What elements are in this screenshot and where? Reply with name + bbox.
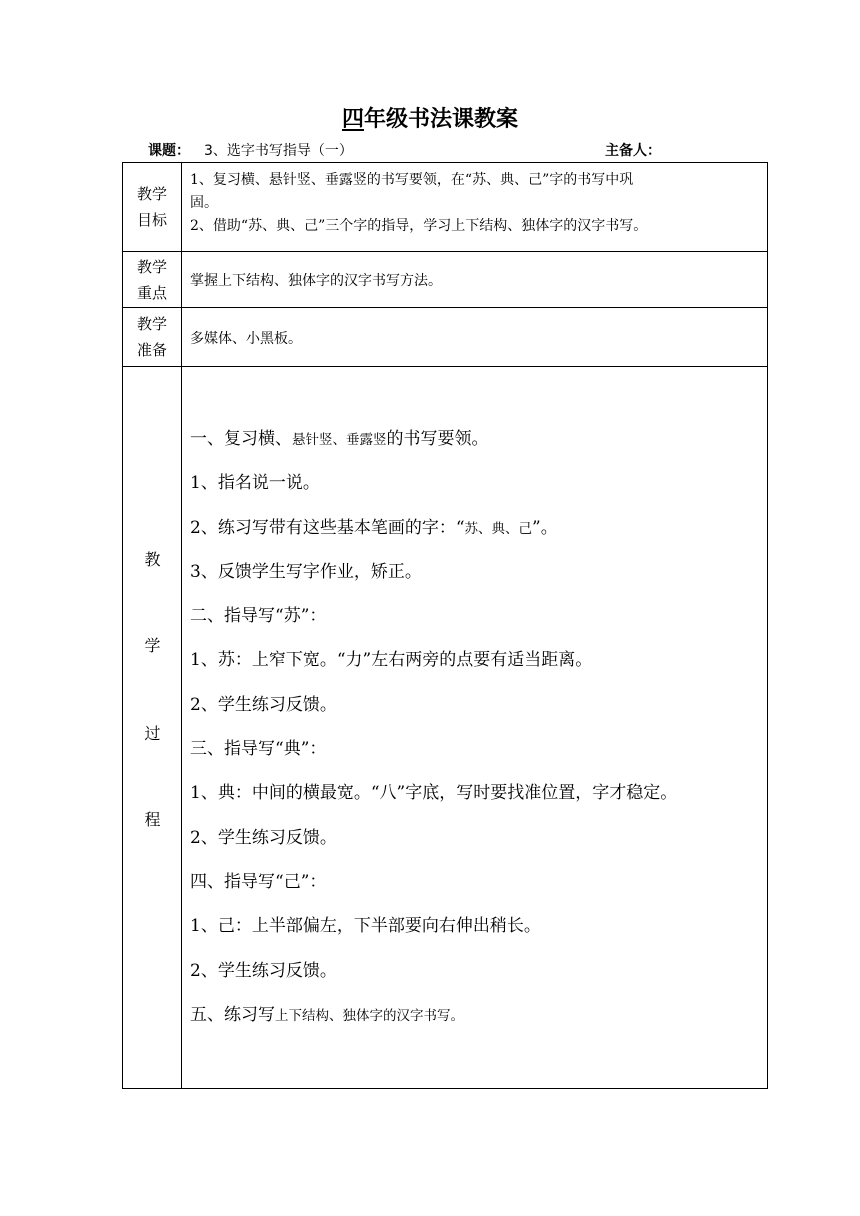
process-step: 1、苏：上窄下宽。“力”左右两旁的点要有适当距离。 xyxy=(190,650,593,671)
goals-content xyxy=(190,169,763,238)
row-teaching-prep xyxy=(123,308,767,367)
label-text: 教学 xyxy=(136,257,167,276)
label-text: 重点 xyxy=(136,283,167,302)
focus-content: 掌握上下结构、独体字的汉字书写方法。 xyxy=(190,273,442,289)
process-step: 3、反馈学生写字作业，矫正。 xyxy=(190,561,422,582)
label-char: 学 xyxy=(144,636,161,655)
lesson-plan-table xyxy=(122,162,768,1089)
label-char: 过 xyxy=(144,724,161,743)
label-char: 教 xyxy=(144,550,161,569)
label-text: 准备 xyxy=(136,341,167,359)
label-text: 教学 xyxy=(136,315,167,333)
topic-line xyxy=(148,141,353,161)
row-teaching-focus xyxy=(123,252,767,308)
process-step: 一、复习横、悬针竖、垂露竖的书写要领。 xyxy=(190,429,489,449)
row-label-process xyxy=(123,367,182,1088)
row-label-goals xyxy=(123,163,182,251)
prep-content: 多媒体、小黑板。 xyxy=(190,331,302,347)
grade-number: 四 xyxy=(341,107,364,132)
label-text: 目标 xyxy=(136,211,167,229)
topic-value: 3、选字书写指导（一） xyxy=(204,143,353,159)
preparer-label: 主备人： xyxy=(605,143,661,159)
title-text: 年级书法课教案 xyxy=(364,107,519,132)
process-steps xyxy=(190,427,770,1047)
row-teaching-goals xyxy=(123,163,767,252)
process-step: 2、学生练习反馈。 xyxy=(190,960,337,981)
label-text: 教学 xyxy=(136,185,167,203)
process-step: 2、练习写带有这些基本笔画的字：“苏、典、己”。 xyxy=(190,517,558,538)
topic-label: 课题： xyxy=(148,143,190,159)
process-step: 三、指导写“典”： xyxy=(190,739,327,760)
process-step: 1、指名说一说。 xyxy=(190,473,320,494)
goal-line: 固。 xyxy=(190,195,218,211)
row-label-prep xyxy=(123,308,182,366)
row-teaching-process xyxy=(123,367,767,1088)
goal-line: 1、复习横、悬针竖、垂露竖的书写要领，在“苏、典、己”字的书写中巩 xyxy=(190,172,634,188)
goal-line: 2、借助“苏、典、己”三个字的指导，学习上下结构、独体字的汉字书写。 xyxy=(190,218,648,234)
process-step: 五、练习写上下结构、独体字的汉字书写。 xyxy=(190,1004,464,1025)
process-step: 1、典：中间的横最宽。“八”字底，写时要找准位置，字才稳定。 xyxy=(190,783,678,804)
label-char: 程 xyxy=(144,810,161,829)
process-step: 2、学生练习反馈。 xyxy=(190,827,337,848)
page-title xyxy=(0,106,860,134)
process-step: 二、指导写“苏”： xyxy=(190,606,327,627)
process-step: 1、己：上半部偏左，下半部要向右伸出稍长。 xyxy=(190,916,541,937)
process-step: 2、学生练习反馈。 xyxy=(190,694,337,715)
process-step: 四、指导写“己”： xyxy=(190,871,327,892)
row-label-focus xyxy=(123,252,182,307)
preparer-line xyxy=(605,141,661,161)
